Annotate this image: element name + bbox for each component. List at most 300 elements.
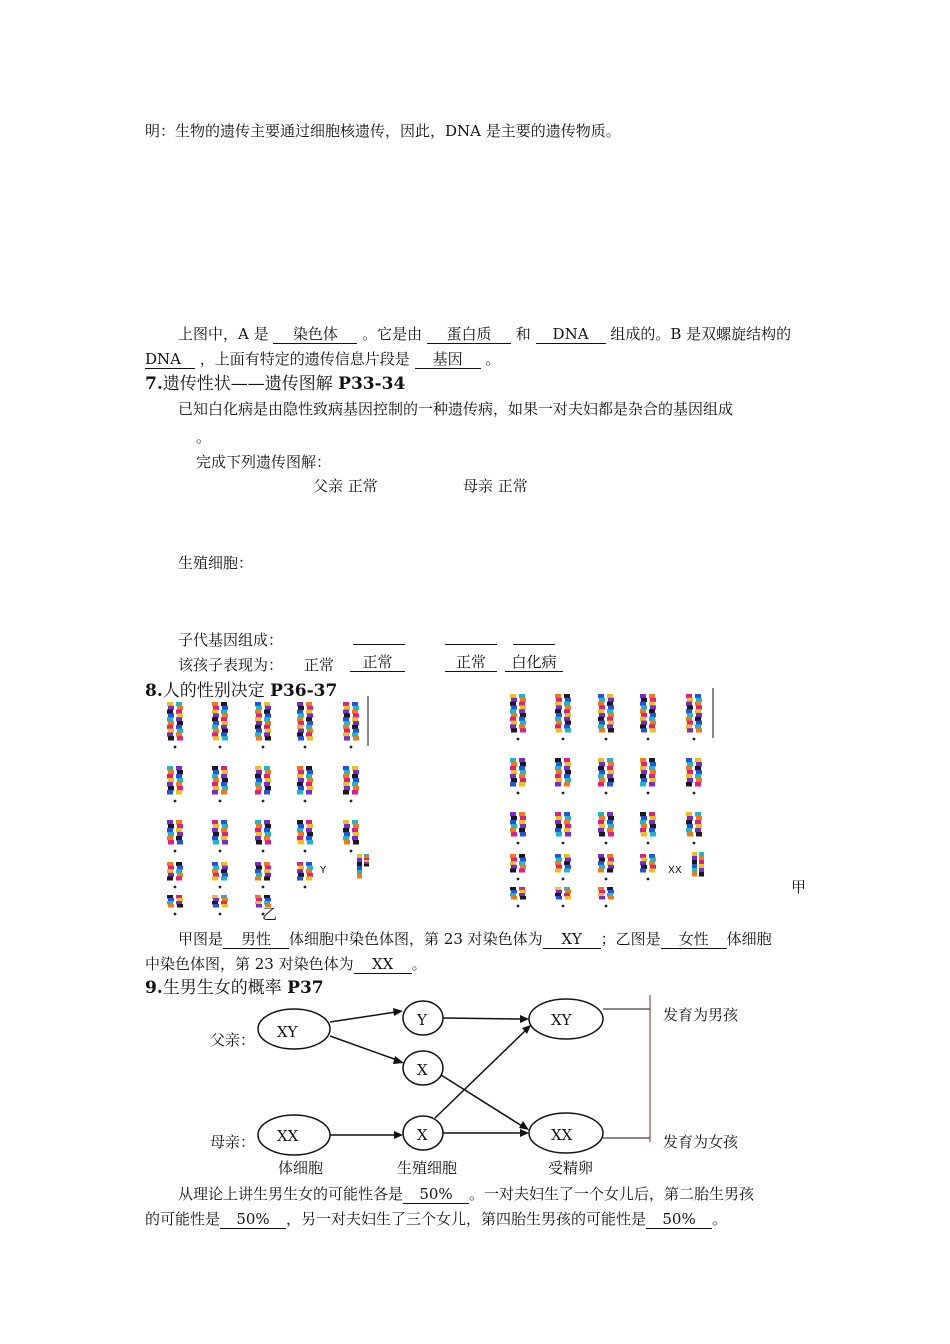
chromosome-band	[555, 828, 561, 833]
chromosome-band	[212, 790, 218, 795]
chromosome-band	[352, 820, 358, 825]
chromosome-band	[167, 876, 173, 880]
sex-chromosome-band	[357, 862, 362, 867]
chromosome-band	[519, 828, 525, 833]
chromosome-band	[641, 816, 647, 821]
chromosome-band	[520, 713, 526, 717]
chromosome-band	[556, 816, 562, 821]
chromosome-band	[298, 832, 304, 837]
chromosome-band	[640, 694, 646, 698]
phenotype-2: 正常	[350, 654, 405, 672]
chromosome-band	[307, 832, 313, 837]
chromosome-band	[176, 725, 182, 729]
chromosome-band	[221, 710, 227, 714]
chromosome-band	[213, 832, 219, 837]
chromosome-band	[343, 836, 349, 841]
chromosome-band	[307, 778, 313, 783]
chromosome-band	[264, 774, 270, 779]
chromosome-band	[641, 770, 647, 775]
chromosome-band	[176, 869, 182, 873]
chromosome-band	[608, 858, 614, 862]
section-title: 人的性别决定	[162, 681, 265, 701]
chromosome-band	[221, 702, 227, 706]
chromosome-band	[510, 774, 516, 779]
chromosome-band	[696, 705, 702, 709]
chromosome-band	[297, 876, 303, 880]
chromosome-band	[695, 820, 701, 825]
chromosome-band	[213, 873, 219, 877]
chromosome-band	[641, 762, 647, 767]
chromosome-band	[695, 709, 701, 713]
chromosome-band	[510, 694, 516, 698]
chromosome-band	[167, 895, 173, 899]
column-label-zygote: 受精卵	[548, 1159, 594, 1177]
chromosome-band	[298, 706, 304, 710]
chromosome-band	[265, 729, 271, 733]
chromosome-band	[297, 725, 303, 729]
section-pages: P36-37	[270, 681, 338, 701]
chromosome-band	[510, 709, 516, 713]
chromosome-band	[608, 705, 614, 709]
chromosome-band	[265, 770, 271, 775]
chromosome-band	[598, 893, 604, 897]
arrow-y-to-xy	[443, 1018, 522, 1019]
chromosome-band	[556, 865, 562, 869]
section-title: 生男生女的概率	[162, 978, 282, 998]
arrow-father-to-x	[330, 1036, 397, 1060]
chromosome-band	[176, 732, 182, 736]
chromosome-band	[298, 840, 304, 845]
chromosome-band	[221, 862, 227, 866]
chromosome-band	[265, 736, 271, 740]
chromosome-band	[598, 854, 604, 858]
chromosome-band	[520, 698, 526, 702]
chromosome-band	[565, 865, 571, 869]
arrowhead	[393, 1008, 403, 1016]
chromosome-band	[297, 774, 303, 779]
question-7-text: 已知白化病是由隐性致病基因控制的一种遗传病，如果一对夫妇都是杂合的基因组成	[178, 400, 734, 418]
chromosome-band	[649, 861, 655, 865]
chromosome-band	[599, 865, 605, 869]
chromosome-band	[307, 721, 313, 725]
pair-number-mark	[647, 878, 650, 881]
chromosome-band	[520, 832, 526, 837]
chromosome-band	[212, 828, 218, 833]
chromosome-band	[511, 896, 517, 900]
chromosome-band	[649, 702, 655, 706]
chromosome-band	[555, 893, 561, 897]
chromosome-band	[213, 840, 219, 845]
question-7-end: 。	[196, 428, 212, 446]
chromosome-band	[608, 762, 614, 767]
chromosome-band	[511, 858, 517, 862]
pair-number-mark	[219, 850, 222, 853]
chromosome-band	[640, 782, 646, 787]
chromosome-band	[608, 778, 614, 783]
chromosome-band	[298, 729, 304, 733]
chromosome-band	[307, 840, 313, 845]
chromosome-band	[343, 766, 349, 771]
chromosome-band	[520, 778, 526, 783]
chromosome-band	[212, 895, 218, 899]
chromosome-band	[565, 728, 571, 732]
chromosome-band	[511, 728, 517, 732]
section-number: 8.	[145, 681, 163, 701]
chromosome-band	[555, 868, 561, 872]
chromosome-band	[687, 762, 693, 767]
chromosome-band	[212, 717, 218, 721]
chromosome-band	[641, 705, 647, 709]
chromosome-band	[519, 887, 525, 891]
pair-number-mark	[174, 746, 177, 749]
chromosome-band	[168, 824, 174, 829]
chromosome-band	[343, 717, 349, 721]
pair-number-mark	[605, 738, 608, 741]
pair-number-mark	[304, 746, 307, 749]
phenotype-4: 白化病	[505, 654, 563, 672]
chromosome-band	[565, 770, 571, 775]
pair-number-mark	[350, 746, 353, 749]
figure-label-jia: 甲	[791, 878, 807, 896]
pair-number-mark	[304, 800, 307, 803]
sex-chromosome-band	[699, 872, 704, 877]
chromosome-band	[520, 728, 526, 732]
chromosome-band	[212, 725, 218, 729]
father-row-label: 父亲：	[210, 1031, 256, 1049]
chromosome-band	[256, 713, 262, 717]
chromosome-band	[297, 702, 303, 706]
pair-number-mark	[174, 800, 177, 803]
chromosome-band	[352, 836, 358, 841]
section-8-answer-line2	[145, 953, 427, 974]
chromosome-band	[649, 694, 655, 698]
chromosome-band	[519, 868, 525, 872]
chromosome-band	[176, 717, 182, 721]
chromosome-band	[598, 828, 604, 833]
chromosome-band	[255, 869, 261, 873]
chromosome-band	[555, 812, 561, 817]
pair-number-mark	[647, 842, 650, 845]
sex-chromosome-band	[692, 852, 697, 857]
chromosome-band	[607, 828, 613, 833]
chromosome-band	[640, 828, 646, 833]
chromosome-band	[344, 721, 350, 725]
chromosome-band	[168, 866, 174, 870]
chromosome-band	[212, 836, 218, 841]
chromosome-band	[640, 702, 646, 706]
chromosome-band	[555, 766, 561, 771]
chromosome-band	[256, 840, 262, 845]
chromosome-band	[686, 694, 692, 698]
chromosome-band	[696, 832, 702, 837]
chromosome-band	[213, 786, 219, 791]
chromosome-band	[177, 832, 183, 837]
chromosome-band	[686, 782, 692, 787]
chromosome-band	[264, 717, 270, 721]
chromosome-band	[306, 828, 312, 833]
chromosome-band	[687, 713, 693, 717]
chromosome-band	[650, 816, 656, 821]
chromosome-band	[168, 778, 174, 783]
chromosome-band	[264, 702, 270, 706]
chromosome-band	[255, 732, 261, 736]
chromosome-band	[696, 824, 702, 829]
chromosome-band	[221, 876, 227, 880]
chromosome-band	[511, 824, 517, 829]
chromosome-band	[265, 873, 271, 877]
karyotype-figure-left	[167, 702, 369, 915]
chromosome-band	[221, 766, 227, 771]
chromosome-band	[564, 868, 570, 872]
chromosome-band	[256, 824, 262, 829]
chromosome-band	[641, 865, 647, 869]
chromosome-band	[650, 762, 656, 767]
column-label-germ-cell: 生殖细胞	[397, 1159, 458, 1177]
chromosome-band	[599, 890, 605, 894]
chromosome-band	[641, 832, 647, 837]
chromosome-band	[607, 893, 613, 897]
chromosome-band	[306, 869, 312, 873]
arrowhead	[519, 1121, 529, 1130]
chromosome-band	[177, 778, 183, 783]
chromosome-band	[650, 721, 656, 725]
chromosome-band	[640, 868, 646, 872]
text-segment: 。	[485, 350, 501, 368]
chromosome-band	[650, 728, 656, 732]
chromosome-band	[608, 770, 614, 775]
chromosome-band	[306, 790, 312, 795]
chromosome-band	[307, 706, 313, 710]
chromosome-band	[641, 698, 647, 702]
pair-number-mark	[647, 738, 650, 741]
chromosome-band	[520, 824, 526, 829]
chromosome-band	[298, 721, 304, 725]
chromosome-band	[264, 725, 270, 729]
chromosome-band	[519, 782, 525, 787]
pair-number-mark	[517, 842, 520, 845]
text-segment: 。一对夫妇生了一个女儿后，第二胎生男孩	[469, 1185, 755, 1203]
pair-number-mark	[605, 905, 608, 908]
pair-number-mark	[262, 886, 265, 889]
chromosome-band	[511, 816, 517, 821]
chromosome-band	[510, 766, 516, 771]
chromosome-band	[519, 820, 525, 825]
pair-number-mark	[517, 792, 520, 795]
arrowhead	[393, 1056, 404, 1064]
chromosome-band	[176, 820, 182, 825]
zygote-xx-text: XX	[551, 1126, 573, 1144]
chromosome-band	[167, 836, 173, 841]
chromosome-band	[519, 702, 525, 706]
chromosome-band	[650, 778, 656, 783]
chromosome-band	[167, 901, 173, 905]
chromosome-band	[167, 717, 173, 721]
chromosome-band	[640, 774, 646, 779]
section-9-heading	[145, 973, 324, 998]
pair-number-mark	[693, 842, 696, 845]
answer-blank-protein: 蛋白质	[427, 326, 511, 344]
sex-chromosome-band	[699, 860, 704, 865]
chromosome-band	[222, 832, 228, 837]
sex-chromosome-band	[692, 872, 697, 877]
chromosome-band	[222, 786, 228, 791]
chromosome-band	[565, 816, 571, 821]
pair-number-mark	[174, 850, 177, 853]
text-segment: ；乙图是	[600, 930, 661, 948]
chromosome-band	[352, 790, 358, 795]
chromosome-band	[264, 790, 270, 795]
chromosome-band	[222, 840, 228, 845]
chromosome-band	[167, 869, 173, 873]
chromosome-band	[264, 820, 270, 825]
answer-blank-probability-2: 50%	[220, 1211, 286, 1229]
chromosome-band	[556, 858, 562, 862]
chromosome-band	[213, 706, 219, 710]
answer-blank-male: 男性	[223, 931, 289, 949]
chromosome-band	[221, 836, 227, 841]
chromosome-band	[177, 873, 183, 877]
chromosome-band	[650, 832, 656, 837]
chromosome-band	[344, 729, 350, 733]
chromosome-band	[641, 728, 647, 732]
chromosome-band	[353, 832, 359, 837]
pair-number-mark	[174, 913, 177, 916]
pair-number-mark	[219, 886, 222, 889]
chromosome-band	[564, 828, 570, 833]
chromosome-band	[176, 782, 182, 787]
chromosome-band	[168, 729, 174, 733]
chromosome-band	[255, 702, 261, 706]
chromosome-band	[519, 758, 525, 763]
chromosome-band	[564, 820, 570, 825]
chromosome-band	[222, 778, 228, 783]
chromosome-band	[520, 762, 526, 767]
chromosome-band	[176, 766, 182, 771]
chromosome-band	[598, 702, 604, 706]
sperm-y-text: Y	[417, 1011, 427, 1029]
chromosome-band	[212, 876, 218, 880]
chromosome-band	[352, 774, 358, 779]
chromosome-band	[519, 861, 525, 865]
chromosome-band	[565, 698, 571, 702]
chromosome-band	[598, 782, 604, 787]
chromosome-band	[598, 717, 604, 721]
chromosome-band	[298, 713, 304, 717]
chromosome-band	[565, 824, 571, 829]
chromosome-band	[696, 816, 702, 821]
answer-blank-dna-helix: DNA	[145, 351, 195, 369]
chromosome-band	[649, 828, 655, 833]
chromosome-band	[607, 774, 613, 779]
chromosome-band	[167, 790, 173, 795]
chromosome-band	[307, 873, 313, 877]
chromosome-band	[564, 812, 570, 817]
section-9-answer-line2	[145, 1208, 727, 1229]
pair-number-mark	[693, 792, 696, 795]
chromosome-band	[520, 705, 526, 709]
chromosome-band	[353, 824, 359, 829]
text-segment: 。	[411, 955, 427, 973]
chromosome-band	[176, 895, 182, 899]
chromosome-band	[264, 732, 270, 736]
chromosome-band	[256, 873, 262, 877]
chromosome-band	[298, 786, 304, 791]
chromosome-band	[510, 893, 516, 897]
chromosome-band	[598, 724, 604, 728]
pair-number-mark	[262, 746, 265, 749]
chromosome-band	[167, 782, 173, 787]
chromosome-band	[255, 876, 261, 880]
chromosome-band	[167, 766, 173, 771]
text-segment: 和	[515, 325, 531, 343]
chromosome-band	[177, 721, 183, 725]
chromosome-band	[307, 824, 313, 829]
sex-chromosome-band	[699, 852, 704, 857]
chromosome-band	[686, 820, 692, 825]
chromosome-band	[297, 836, 303, 841]
chromosome-band	[511, 762, 517, 767]
chromosome-band	[177, 729, 183, 733]
chromosome-band	[265, 898, 271, 902]
chromosome-band	[168, 904, 174, 908]
chromosome-band	[307, 786, 313, 791]
pair-number-mark	[350, 800, 353, 803]
chromosome-band	[306, 710, 312, 714]
section-8-answer-line1	[178, 928, 772, 949]
chromosome-band	[608, 713, 614, 717]
chromosome-band	[306, 836, 312, 841]
chromosome-band	[608, 896, 614, 900]
chromosome-band	[353, 729, 359, 733]
chromosome-band	[555, 820, 561, 825]
text-segment: 上图中，A 是	[178, 325, 269, 343]
chromosome-band	[510, 812, 516, 817]
section-9-answer-line1	[178, 1183, 754, 1204]
chromosome-band	[264, 828, 270, 833]
chromosome-band	[598, 758, 604, 763]
chromosome-band	[167, 820, 173, 825]
chromosome-band	[265, 713, 271, 717]
chromosome-band	[511, 865, 517, 869]
pair-number-mark	[693, 738, 696, 741]
chromosome-band	[297, 717, 303, 721]
sex-chromosome-band	[357, 858, 362, 863]
chromosome-band	[221, 901, 227, 905]
phenotype-3: 正常	[445, 654, 497, 672]
chromosome-band	[640, 861, 646, 865]
chromosome-band	[343, 790, 349, 795]
chromosome-band	[608, 824, 614, 829]
mother-row-label: 母亲：	[210, 1133, 256, 1151]
chromosome-band	[520, 770, 526, 775]
chromosome-band	[265, 778, 271, 783]
arrow-egg-to-xy	[435, 1030, 526, 1118]
chromosome-band	[641, 721, 647, 725]
chromosome-band	[221, 782, 227, 787]
chromosome-band	[696, 778, 702, 783]
chromosome-band	[520, 865, 526, 869]
chromosome-band	[344, 706, 350, 710]
chromosome-band	[352, 828, 358, 833]
chromosome-band	[520, 721, 526, 725]
chromosome-band	[641, 713, 647, 717]
chromosome-band	[168, 721, 174, 725]
chromosome-band	[556, 728, 562, 732]
chromosome-band	[686, 828, 692, 833]
text-segment: 组成的。B 是双螺旋结构的	[610, 325, 792, 343]
chromosome-band	[607, 782, 613, 787]
chromosome-band	[599, 762, 605, 767]
